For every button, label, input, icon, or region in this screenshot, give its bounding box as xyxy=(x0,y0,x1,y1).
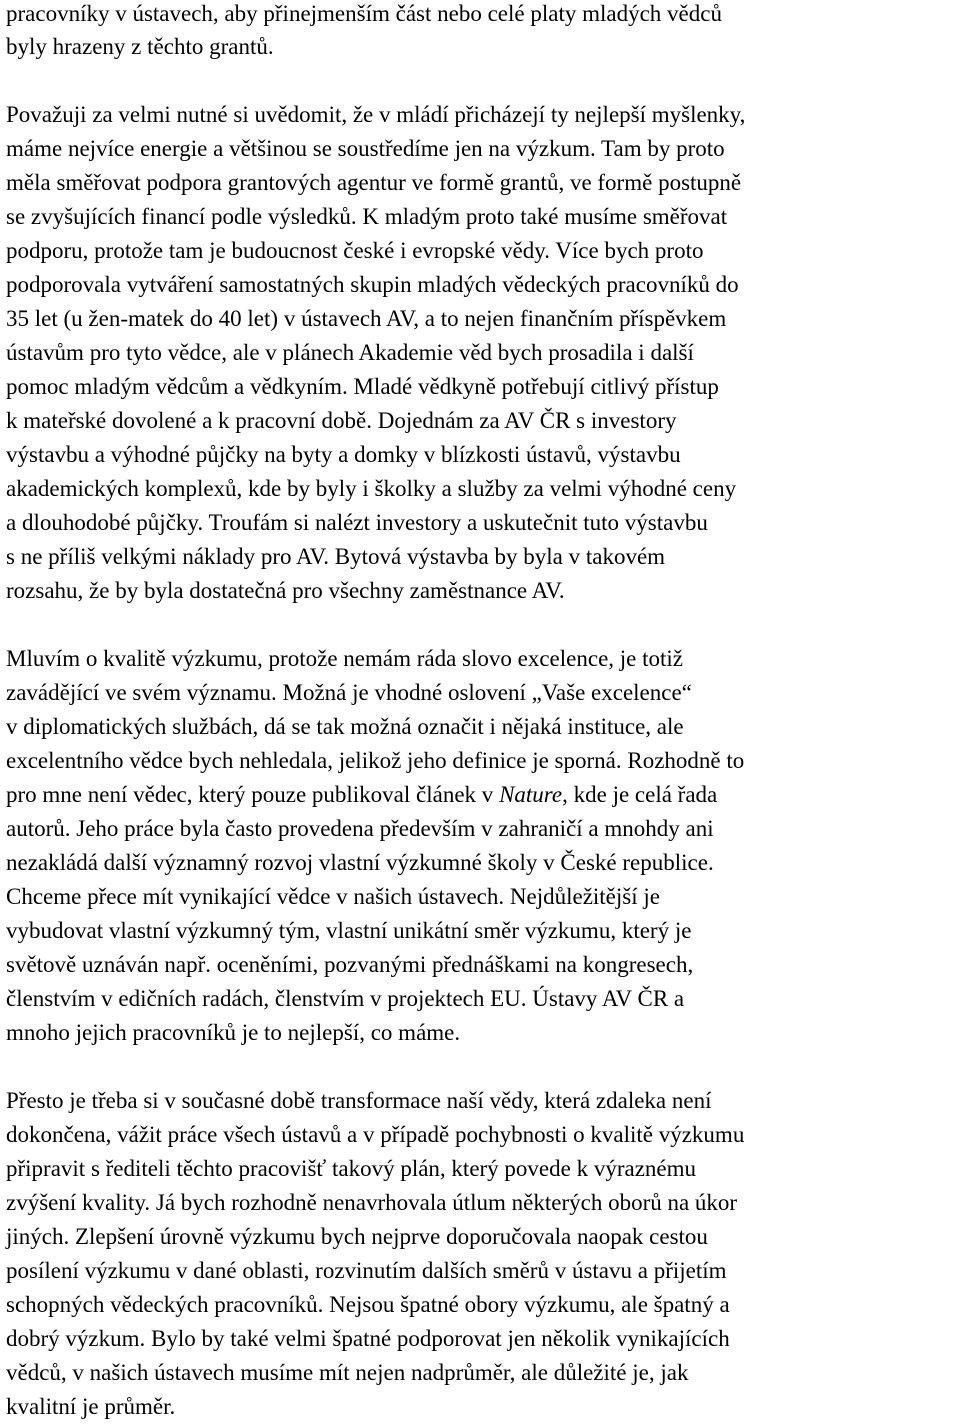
text-line: schopných vědeckých pracovníků. Nejsou špatné obory výzkumu, ale špatný a xyxy=(6,1292,730,1317)
text-line: připravit s řediteli těchto pracovišť takový plán, který povede k výraznému xyxy=(6,1156,697,1181)
text-line: k mateřské dovolené a k pracovní době. Dojednám za AV ČR s investory xyxy=(6,408,677,433)
text-line: světově uznáván např. oceněními, pozvanými přednáškami na kongresech, xyxy=(6,952,694,977)
text-line: 35 let (u žen-matek do 40 let) v ústavech AV, a to nejen finančním příspěvkem xyxy=(6,306,727,331)
text-line: ústavům pro tyto vědce, ale v plánech Akademie věd bych prosadila i další xyxy=(6,340,694,365)
text-line: pracovníky v ústavech, aby přinejmenším část nebo celé platy mladých vědců xyxy=(6,1,722,26)
text-line: akademických komplexů, kde by byly i školky a služby za velmi výhodné ceny xyxy=(6,476,737,501)
text-line: dokončena, vážit práce všech ústavů a v případě pochybnosti o kvalitě výzkumu xyxy=(6,1122,745,1147)
text-line: a dlouhodobé půjčky. Troufám si nalézt investory a uskutečnit tuto výstavbu xyxy=(6,510,708,535)
text-line: Chceme přece mít vynikající vědce v našich ústavech. Nejdůležitější je xyxy=(6,884,660,909)
text-line: zavádějící ve svém významu. Možná je vhodné oslovení „Vaše excelence“ xyxy=(6,680,692,705)
text-line: vědců, v našich ústavech musíme mít nejen nadprůměr, ale důležité je, jak xyxy=(6,1360,689,1385)
text-line: s ne příliš velkými náklady pro AV. Bytová výstavba by byla v takovém xyxy=(6,544,666,569)
text-line: autorů. Jeho práce byla často provedena především v zahraničí a mnohdy ani xyxy=(6,816,714,841)
text-line-with-italic xyxy=(6,781,717,809)
text-line: Považuji za velmi nutné si uvědomit, že v mládí přicházejí ty nejlepší myšlenky, xyxy=(6,102,746,127)
text-line: v diplomatických službách, dá se tak možná označit i nějaká instituce, ale xyxy=(6,714,684,739)
text-line: pomoc mladým vědcům a vědkyním. Mladé vědkyně potřebují citlivý přístup xyxy=(6,374,719,399)
text-line: excelentního vědce bych nehledala, jelikož jeho definice je sporná. Rozhodně to xyxy=(6,748,745,773)
text-line: Přesto je třeba si v současné době transformace naší vědy, která zdaleka není xyxy=(6,1088,712,1113)
text-segment: pro mne není vědec, který pouze publikoval článek v xyxy=(6,782,500,807)
text-line: dobrý výzkum. Bylo by také velmi špatné podporovat jen několik vynikajících xyxy=(6,1326,730,1351)
text-line: členstvím v edičních radách, členstvím v projektech EU. Ústavy AV ČR a xyxy=(6,986,685,1011)
text-line: výstavbu a výhodné půjčky na byty a domky v blízkosti ústavů, výstavbu xyxy=(6,442,681,467)
text-line: se zvyšujících financí podle výsledků. K mladým proto také musíme směřovat xyxy=(6,204,728,229)
text-line: Mluvím o kvalitě výzkumu, protože nemám ráda slovo excelence, je totiž xyxy=(6,646,684,671)
text-line: rozsahu, že by byla dostatečná pro všechny zaměstnance AV. xyxy=(6,578,565,603)
text-line: kvalitní je průměr. xyxy=(6,1394,176,1419)
text-line: máme nejvíce energie a většinou se soustředíme jen na výzkum. Tam by proto xyxy=(6,136,725,161)
text-line: vybudovat vlastní výzkumný tým, vlastní unikátní směr výzkumu, který je xyxy=(6,918,692,943)
text-line: byly hrazeny z těchto grantů. xyxy=(6,34,274,59)
text-line: posílení výzkumu v dané oblasti, rozvinutím dalších směrů v ústavu a přijetím xyxy=(6,1258,727,1283)
text-line: mnoho jejich pracovníků je to nejlepší, co máme. xyxy=(6,1020,461,1045)
text-segment: , kde je celá řada xyxy=(562,782,718,807)
text-line: podporovala vytváření samostatných skupin mladých vědeckých pracovníků do xyxy=(6,272,739,297)
journal-name-italic: Nature xyxy=(499,782,563,807)
text-line: podporu, protože tam je budoucnost české i evropské vědy. Více bych proto xyxy=(6,238,704,263)
text-line: nezakládá další významný rozvoj vlastní výzkumné školy v České republice. xyxy=(6,850,714,875)
text-line: zvýšení kvality. Já bych rozhodně nenavrhovala útlum některých oborů na úkor xyxy=(6,1190,738,1215)
text-line: jiných. Zlepšení úrovně výzkumu bych nejprve doporučovala naopak cestou xyxy=(6,1224,708,1249)
text-line: měla směřovat podpora grantových agentur ve formě grantů, ve formě postupně xyxy=(6,170,742,195)
